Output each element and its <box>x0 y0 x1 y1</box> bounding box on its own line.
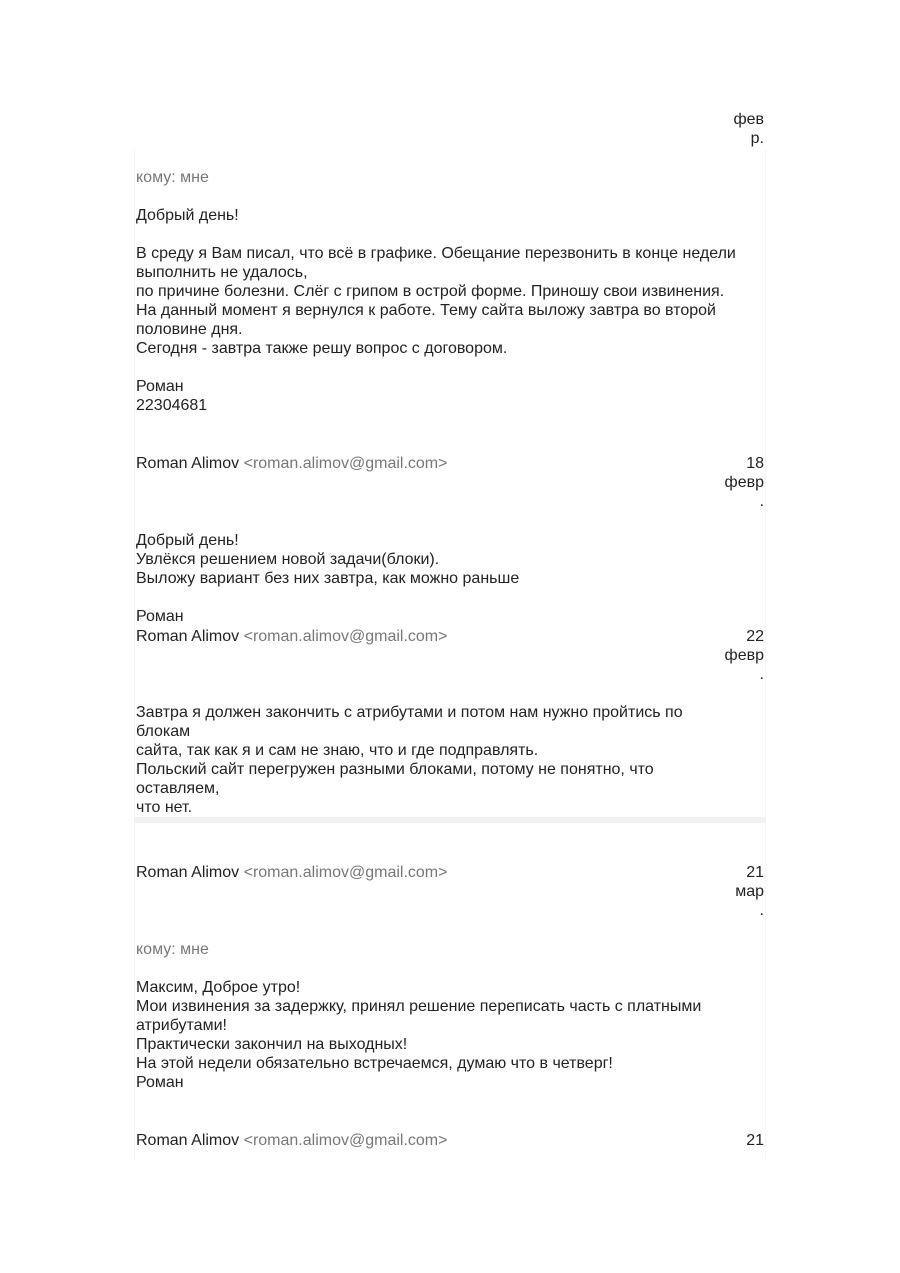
sender-name: Roman Alimov <box>136 864 240 881</box>
message-1-date: фев р. <box>733 111 764 147</box>
message-4-body: Максим, Доброе утро! Мои извинения за задержку, принял решение переписать часть с платными атрибутами! Практически закончил на выходных! На этой недели обязательно встречаемся, думаю что в четверг! Роман <box>136 979 702 1091</box>
sender-email: <roman.alimov@gmail.com> <box>243 628 448 645</box>
message-2-body: Добрый день! Увлёкся решением новой задачи(блоки). Выложу вариант без них завтра, как можно раньше Роман <box>136 532 520 625</box>
message-3-sender[interactable] <box>136 627 447 646</box>
thread-border-left <box>134 150 135 1160</box>
thread-border-right <box>765 150 766 1160</box>
message-separator <box>134 817 766 823</box>
message-5-date: 21 <box>746 1132 764 1149</box>
message-5-sender[interactable] <box>136 1131 447 1150</box>
sender-name: Roman Alimov <box>136 455 240 472</box>
sender-name: Roman Alimov <box>136 1132 240 1149</box>
message-2-sender[interactable] <box>136 454 447 473</box>
message-2-date: 18 февр . <box>724 455 764 510</box>
message-4-date: 21 мар . <box>735 864 764 919</box>
sender-email: <roman.alimov@gmail.com> <box>243 864 448 881</box>
message-4-recipient: кому: мне <box>136 941 209 958</box>
message-3-body: Завтра я должен закончить с атрибутами и потом нам нужно пройтись по блокам сайта, так как я и сам не знаю, что и где подправлять. Польский сайт перегружен разными блоками, потому не понятно, что оставляем, что нет. <box>136 704 683 816</box>
message-1-body: Добрый день! В среду я Вам писал, что всё в графике. Обещание перезвонить в конце недели выполнить не удалось, по причине болезни. Слёг с грипом в острой форме. Приношу свои извинения. На данный момент я вернулся к работе. Тему сайта выложу завтра во второй половине дня. Сегодня - завтра также решу вопрос с договором. Роман 22304681 <box>136 207 736 414</box>
sender-name: Roman Alimov <box>136 628 240 645</box>
message-4-sender[interactable] <box>136 863 447 882</box>
sender-email: <roman.alimov@gmail.com> <box>243 455 448 472</box>
message-1-recipient: кому: мне <box>136 169 209 186</box>
sender-email: <roman.alimov@gmail.com> <box>243 1132 448 1149</box>
message-3-date: 22 февр . <box>724 628 764 683</box>
